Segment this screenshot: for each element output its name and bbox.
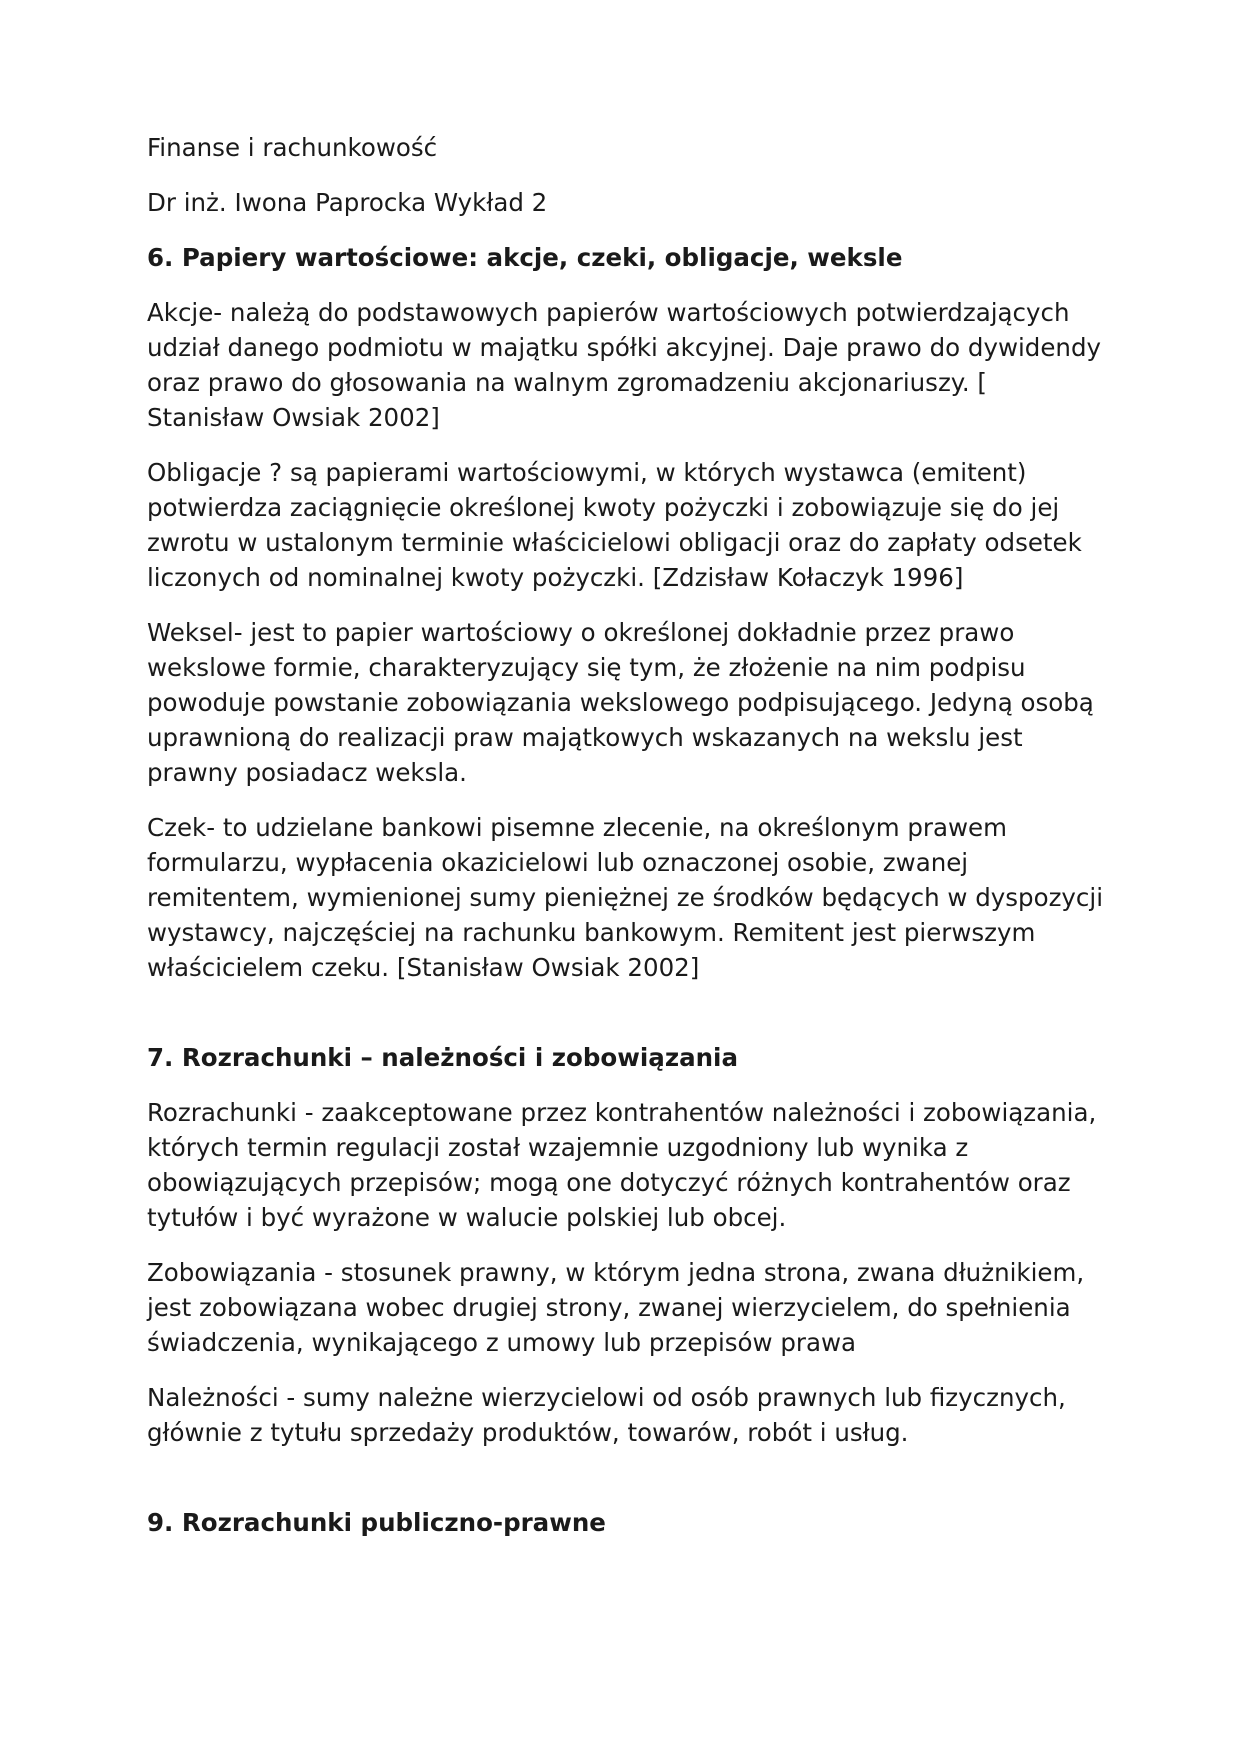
paragraph-obligacje: Obligacje ? są papierami wartościowymi, w których wystawca (emitent) potwierdza zaciągnięcie określonej kwoty pożyczki i zobowiązuje się do jej zwrotu w ustalonym terminie właścicielowi obligacji oraz do zapłaty odsetek liczonych od nominalnej kwoty pożyczki. [Zdzisław Kołaczyk 1996]	[147, 458, 1082, 592]
course-title: Finanse i rachunkowość	[147, 133, 438, 162]
paragraph-akcje: Akcje- należą do podstawowych papierów wartościowych potwierdzających udział danego podmiotu w majątku spółki akcyjnej. Daje prawo do dywidendy oraz prawo do głosowania na walnym zgromadzeniu akcjonariuszy. [ Stanisław Owsiak 2002]	[147, 298, 1102, 432]
paragraph-naleznosci: Należności - sumy należne wierzycielowi od osób prawnych lub fizycznych, głównie z tytułu sprzedaży produktów, towarów, robót i usług.	[147, 1383, 1066, 1447]
document-page	[147, 130, 1107, 1560]
section-heading-7: 7. Rozrachunki – należności i zobowiązania	[147, 1043, 738, 1072]
section-heading-6: 6. Papiery wartościowe: akcje, czeki, obligacje, weksle	[147, 243, 903, 272]
paragraph-rozrachunki: Rozrachunki - zaakceptowane przez kontrahentów należności i zobowiązania, których termin regulacji został wzajemnie uzgodniony lub wynika z obowiązujących przepisów; mogą one dotyczyć różnych kontrahentów oraz tytułów i być wyrażone w walucie polskiej lub obcej.	[147, 1098, 1097, 1232]
section-heading-9: 9. Rozrachunki publiczno-prawne	[147, 1508, 606, 1537]
paragraph-czek: Czek- to udzielane bankowi pisemne zlecenie, na określonym prawem formularzu, wypłacenia okazicielowi lub oznaczonej osobie, zwanej remitentem, wymienionej sumy pieniężnej ze środków będących w dyspozycji wystawcy, najczęściej na rachunku bankowym. Remitent jest pierwszym właścicielem czeku. [Stanisław Owsiak 2002]	[147, 813, 1104, 982]
lecturer-line: Dr inż. Iwona Paprocka Wykład 2	[147, 188, 548, 217]
paragraph-zobowiazania: Zobowiązania - stosunek prawny, w którym jedna strona, zwana dłużnikiem, jest zobowiązana wobec drugiej strony, zwanej wierzycielem, do spełnienia świadczenia, wynikającego z umowy lub przepisów prawa	[147, 1258, 1085, 1357]
paragraph-weksel: Weksel- jest to papier wartościowy o określonej dokładnie przez prawo wekslowe formie, charakteryzujący się tym, że złożenie na nim podpisu powoduje powstanie zobowiązania wekslowego podpisującego. Jedyną osobą uprawnioną do realizacji praw majątkowych wskazanych na wekslu jest prawny posiadacz weksla.	[147, 618, 1094, 787]
